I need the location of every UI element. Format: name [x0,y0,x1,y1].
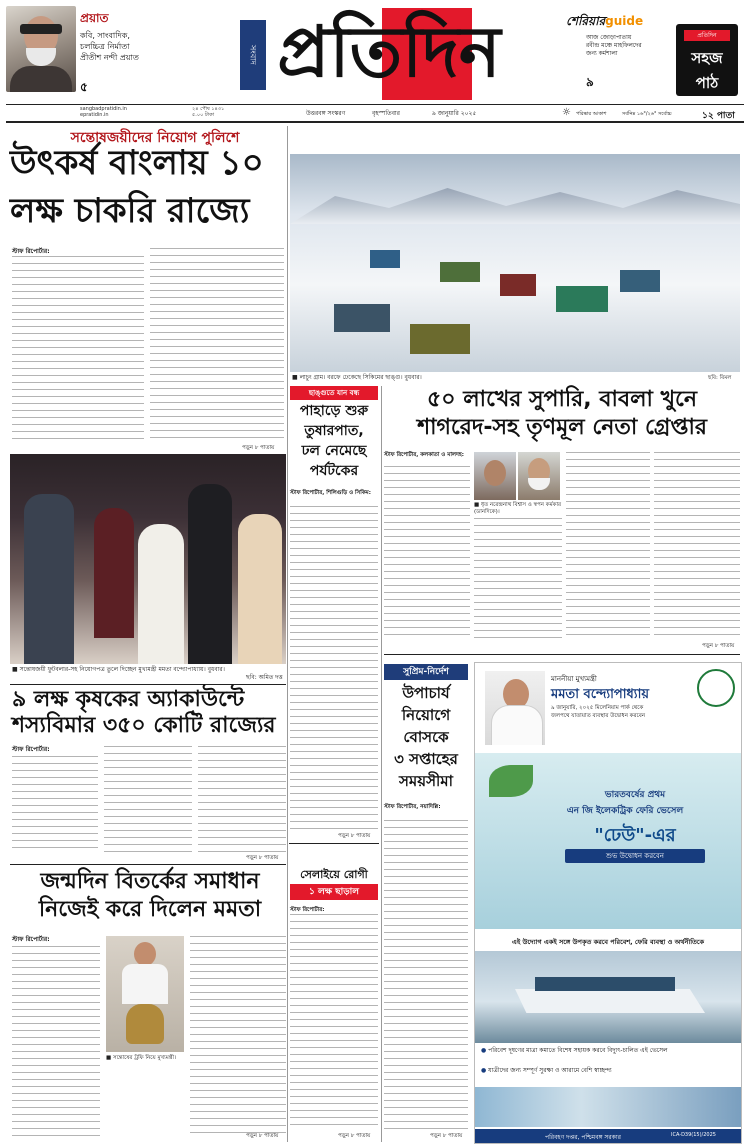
ferry-interior-photo [475,1087,741,1127]
murder-headline-1: ৫০ লাখের সুপারি, বাবলা খুনে [426,387,698,412]
murder-photo-1 [474,452,516,500]
ad-first: ভারতবর্ষের প্রথম [604,790,666,800]
epaper: epratidin.in [80,112,109,118]
cm-label: মাননীয়া মুখ্যমন্ত্রী [551,675,597,683]
ad-footer: পরিবহণ দপ্তর, পশ্চিমবঙ্গ সরকার ICA-D39(15)/2025 [475,1129,741,1143]
masthead-side-tag: সংবাদ [240,20,266,90]
page-count: ১২ পাতা [702,111,735,121]
masthead-logo: প্রতিদিন [277,11,501,93]
murder-body-col-3 [566,452,650,640]
ad-benefit: এই উদ্যোগ একই সঙ্গে উপকৃত করবে পরিবেশ, ফেরি ব্যবস্থা ও অর্থনীতিকে [511,938,705,946]
murder-body-col-4 [654,452,740,640]
point-2-icon: ● [481,1067,487,1074]
lead-cont: পড়ুন ৮ পাতায় [242,445,275,451]
farmers-headline-1: ৯ লক্ষ কৃষকের অ্যাকাউন্টে [12,687,245,712]
obit-line-1: কবি, সাংবাদিক, [80,31,130,40]
farmers-byline: স্টাফ রিপোর্টার: [12,746,50,753]
saline-body [290,914,378,1130]
snow-headline-2: তুষারপাত, [304,423,364,439]
lead-body-col-1 [12,256,144,442]
birthday-body-col-2 [190,936,286,1138]
cm-name: মমতা বন্দ্যোপাধ্যায় [551,687,649,702]
promo-line-2: রবীন্দ্র মঞ্চে মাহফিলদের [586,42,642,49]
lead-photo [10,454,286,664]
ad-point-2: ● যাত্রীদের জন্য সম্পূর্ণ সুরক্ষা ও আরামে বেশি স্বাচ্ছন্দ্য [481,1067,612,1074]
birthday-byline: স্টাফ রিপোর্টার: [12,936,50,943]
snow-credit: ছবি: বিমল [708,375,732,381]
wb-emblem [697,669,735,707]
farmers-body-col-3 [198,746,286,852]
snow-cont: পড়ুন ৮ পাতায় [338,833,371,839]
farmers-cont: পড়ুন ৮ পাতায় [246,855,279,861]
vc-kicker: সুপ্রিম-নির্দেশ [384,664,468,680]
vc-headline-4: ৩ সপ্তাহের [394,750,458,768]
sahaj-path-box [676,24,738,96]
birthday-headline-1: জন্মদিন বিতর্কের সমাধান [40,869,260,894]
cm-photo [485,671,545,745]
murder-cont: পড়ুন ৮ পাতায় [702,643,735,649]
path-label: পাঠ [695,74,719,92]
lead-headline-1: উৎকর্ষ বাংলায় ১০ [10,143,264,183]
obit-line-3: প্রীতীশ নন্দী প্রয়াত [80,53,139,62]
farmers-body-col-1 [12,756,98,852]
murder-body-col-2 [474,518,562,640]
ad-name: "ঢেউ"-এর [594,825,676,846]
vc-headline-2: নিয়োগে [401,706,451,724]
sun-icon: ☼ [562,107,571,118]
murder-photo-caption: ■ ধৃত নরেন্দ্রনাথ বিশ্বাস ও স্বপন কর্মকার (ডানদিকে)। [474,502,562,515]
edition: উত্তরবঙ্গ সংস্করণ [306,110,346,117]
vc-headline-1: উপাচার্য [402,684,450,702]
murder-body-col-1 [384,466,470,640]
birthday-photo-caption: ■ সন্তোষের ট্রফি নিয়ে মুখ্যমন্ত্রী। [106,1055,177,1061]
lead-kicker: সন্তোষজয়ীদের নিয়োগ পুলিশে [70,130,240,146]
day: বৃহস্পতিবার [372,110,400,117]
snow-headline-3: ঢল নেমেছে [301,443,367,459]
ad-ferry: এন জি ইলেকট্রিক ফেরি ভেসেল [566,806,684,816]
cm-line-2: জলপথে যাতায়াত ব্যবস্থার উদ্বোধন করবেন [551,713,646,719]
murder-byline: স্টাফ রিপোর্টার, কলকাতা ও মালদহ: [384,452,464,458]
snow-headline-4: পর্যটকের [309,463,359,479]
vc-headline-5: সময়সীমা [399,772,453,790]
promo-line-1: আজ জোড়াপাতায় [586,34,632,41]
birthday-cont: পড়ুন ৮ পাতায় [246,1133,279,1139]
vc-body [384,820,468,1130]
promo-page: ৯ [586,75,594,89]
snow-photo [290,154,740,372]
ad-point-1: ● পরিবেশ দূষণের মাত্রা কমাতে বিশেষ সহায়ক করবে বিদ্যুৎ-চালিত এই ভেসেল [481,1047,668,1054]
bengali-date: ২৪ পৌষ ১৪৩১ [192,106,225,112]
date: ৯ জানুয়ারি ২০২৫ [432,110,477,117]
cm-line: ৯ জানুয়ারি, ২০২৫ মিলেনিয়াম পার্ক থেকে [551,705,644,711]
lead-byline: স্টাফ রিপোর্টার: [12,248,50,255]
birthday-body-col-1 [12,946,100,1138]
snow-headline-1: পাহাড়ে শুরু [299,403,369,419]
murder-headline-2: শাগরেদ-সহ তৃণমূল নেতা গ্রেপ্তার [417,415,707,440]
promo-line-3: জন্য কর্মশালা [586,50,618,57]
lead-photo-credit: ছবি: অমিত দত্ত [246,674,283,681]
birthday-photo [106,936,184,1052]
lead-body-col-2 [150,248,284,442]
obit-photo [6,6,76,92]
murder-photo-2 [518,452,560,500]
saline-tag: সেলাইয়ে রোগী [300,868,368,881]
birthday-headline-2: নিজেই করে দিলেন মমতা [38,897,262,922]
snow-body [290,506,378,830]
lead-photo-caption: ■ সন্তোষজয়ী ফুটবলার-সহ নিয়োগপত্র তুলে দিচ্ছেন মুখ্যমন্ত্রী মমতা বন্দ্যোপাধ্যায়। বুধবার। [12,666,225,673]
snow-caption: ■ লাচুং গ্রাম। বরফে ঢেকেছে সিকিমের ছাঙ্গু। বুধবার। [292,374,422,381]
ad-headline-box [475,753,741,929]
vc-cont: পড়ুন ৮ পাতায় [430,1133,463,1139]
shebaa-label: শেরিয়ার [566,14,606,28]
lead-headline-2: লক্ষ চাকরি রাজ্যে [10,191,250,231]
vc-byline: স্টাফ রিপোর্টার, নয়াদিল্লি: [384,804,441,810]
vc-headline-3: বোসকে [403,728,449,746]
snow-tag: ছাঙ্গুতে যান বন্ধ [290,386,378,400]
price: ৫.০০ টাকা [192,112,215,118]
ad-launch: শুভ উদ্বোধন করবেন [565,849,705,863]
saline-headline: ১ লক্ষ ছাড়াল [309,887,359,897]
saline-cont: পড়ুন ৮ পাতায় [338,1133,371,1139]
ferry-leaf-icon [489,765,533,797]
obit-page: ৫ [80,80,88,94]
sahaj-label: সহজ [691,49,723,67]
saline-byline: স্টাফ রিপোর্টার: [290,907,325,913]
ferry-photo [475,951,741,1043]
snow-byline: স্টাফ রিপোর্টার, শিলিগুড়ি ও সিকিম: [290,490,371,496]
govt-ad [474,662,742,1144]
guide-label: guide [605,14,644,28]
farmers-headline-2: শস্যবিমার ৩৫০ কোটি রাজ্যের [12,713,276,738]
sahaj-top-label: প্রতিদিন [684,30,730,41]
website: sangbadpratidin.in [80,106,127,112]
obit-line-2: চলচ্চিত্র নির্মাতা [80,42,130,51]
temperature: সর্বনিম্ন ১৬°/২৬° সর্বোচ্চ [622,111,672,117]
obit-label: প্রয়াত [80,11,109,25]
saline-headline-box [290,884,378,900]
farmers-body-col-2 [104,746,192,852]
point-1-icon: ● [481,1047,487,1054]
weather: পরিষ্কার আকাশ [576,111,607,117]
